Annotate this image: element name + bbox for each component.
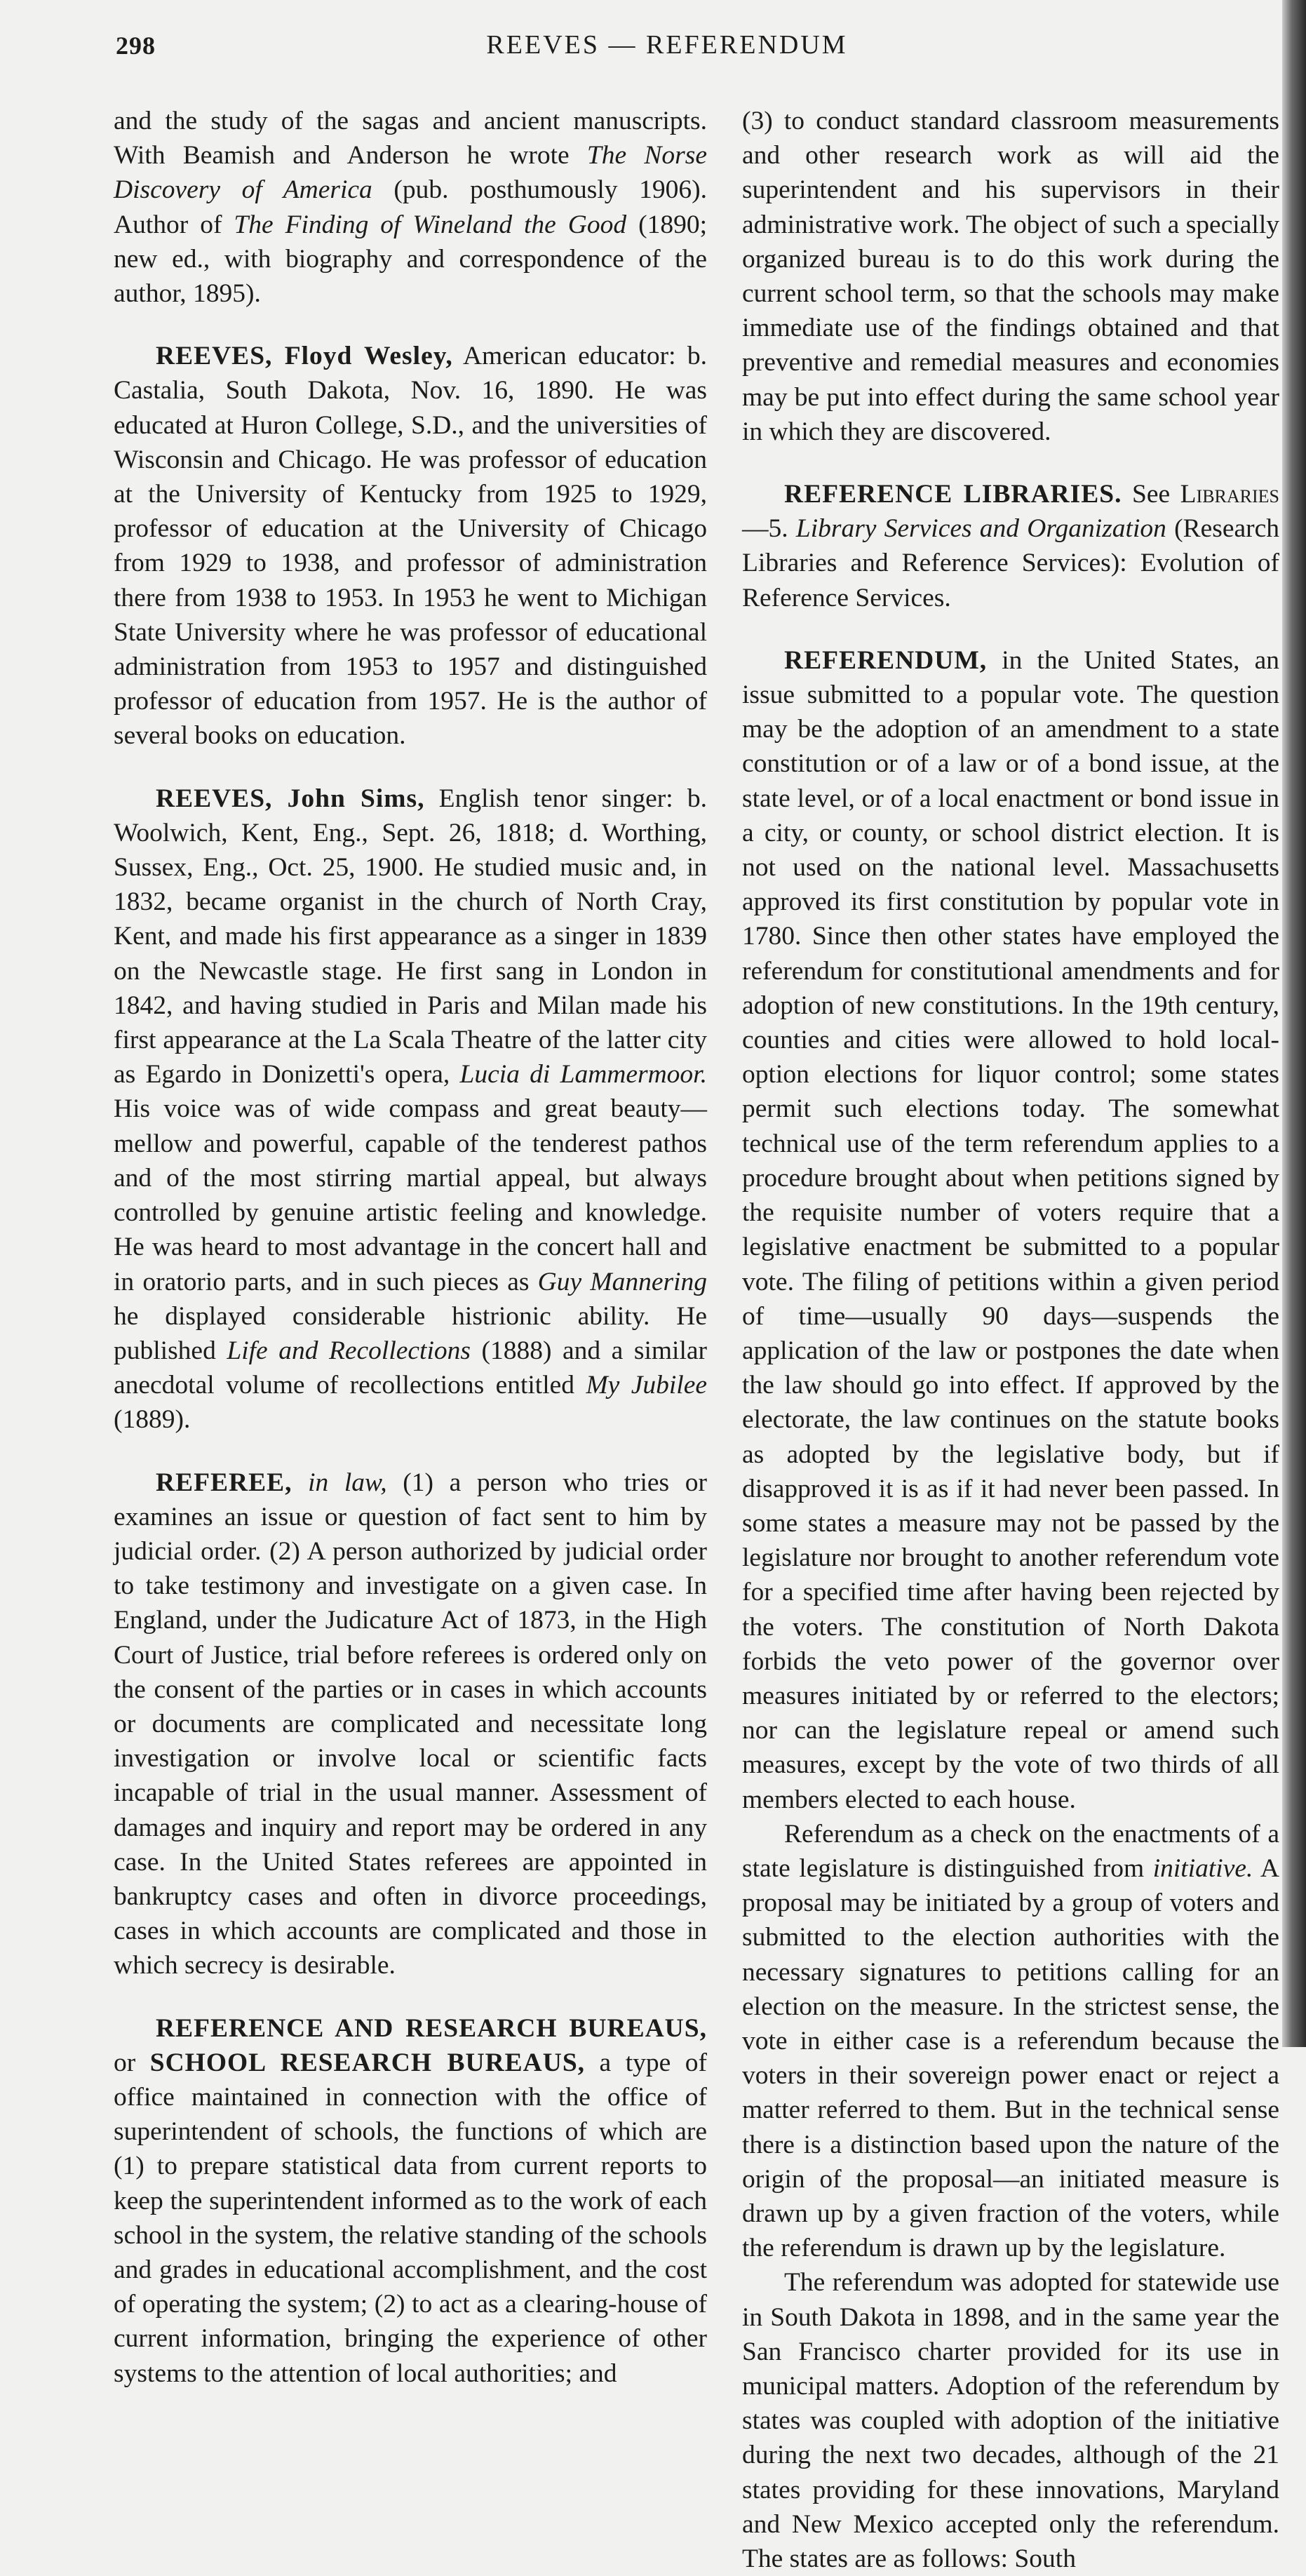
body-text: he displayed considerable histrionic ability. He published [114,1301,707,1365]
entry-headword: REFEREE, [156,1468,292,1497]
body-text: (1888) and a similar anecdotal volume of recollections entitled [114,1336,708,1400]
body-text: (3) to conduct standard classroom measurements and other research work as will aid the superintendent and his supervisors in their administrative work. The object of such a specially organized bureau is to do this work during the current school term, so that the schools may make immediate use of the findings obtained and that preventive and remedial measures and economies may be put into effect during the same school year in which they are discovered. [742,107,1279,446]
body-text: (1890; new ed., with biography and correspondence of the author, 1895). [114,210,707,309]
entry-headword: REFERENCE AND RESEARCH BUREAUS, [156,2013,707,2043]
entry-headword: REFERENDUM, [784,645,988,675]
entry-headword: REEVES, Floyd Wesley, [156,342,453,371]
body-text [292,1468,309,1497]
body-text: Referendum as a check on the enactments of a state legislature is distinguished from [742,1819,1279,1883]
body-text: The referendum was adopted for statewide use in South Dakota in 1898, and in the same year the San Francisco charter provided for its use in municipal matters. Adoption of the referendum by states was coupled with adoption of the initiative during the next two decades, although of the 21 states providing for these innovations, Maryland and New Mexico accepted only the referendum. The states are as follows: South [742,2268,1279,2574]
paragraph [114,104,707,311]
page-binding-shadow [1282,0,1306,2047]
encyclopedia-entry [114,2011,707,2391]
right-column [742,104,1279,2576]
body-text: (Research Libraries and Reference Services): Evolution of Reference Services. [742,514,1280,612]
encyclopedia-entry [742,477,1279,615]
body-text: in the United States, an issue submitted to a popular vote. The question may be the adoption of an amendment to a state constitution or of a law or of a bond issue, at the state level, or of a local enactment or bond issue in a city, or county, or school district election. It is not used on the national level. Massachusetts approved its first constitution by popular vote in 1780. Since then other states have employed the referendum for constitutional amendments and for adoption of new constitutions. In the 19th century, counties and cities were allowed to hold local-option elections for liquor control; some states permit such elections today. The somewhat technical use of the term referendum applies to a procedure brought about when petitions signed by the requisite number of voters require that a legislative enactment be submitted to a popular vote. The filing of petitions within a given period of time—usually 90 days—suspends the application of the law or postpones the date when the law should go into effect. If approved by the electorate, the law continues on the statute books as adopted by the legislative body, but if disapproved it is as if it had never been passed. In some states a measure may not be passed by the legislature nor brought to another referendum vote for a specified time after having been rejected by the voters. The constitution of North Dakota forbids the veto power of the governor over measures initiated by or referred to the electors; nor can the legislature repeal or amend such measures, except by the vote of two thirds of all members elected to each house. [742,645,1279,1814]
italic-text: Lucia di Lammermoor. [459,1060,707,1089]
body-text: A proposal may be initiated by a group of voters and submitted to the election authorities with the necessary signatures to petitions calling for an election on the measure. In the strictest sense, the vote in either case is a referendum because the voters in their sovereign power enact or reject a matter referred to them. But in the technical sense there is a distinction based upon the nature of the origin of the proposal—an initiated measure is drawn up by a given fraction of the voters, while the referendum is drawn up by the legislature. [742,1853,1279,2263]
paragraph [742,1817,1279,2266]
italic-text: in law, [308,1468,387,1497]
encyclopedia-entry [114,339,707,753]
italic-text: The Finding of Wineland the Good [234,210,627,239]
left-column [114,104,707,2391]
body-text: English tenor singer: b. Woolwich, Kent, Eng., Sept. 26, 1818; d. Worthing, Sussex, Eng., Oct. 25, 1900. He studied music and, in 1832, became organist in the church of North Cray, Kent, and made his first appearance as a singer in 1839 on the Newcastle stage. He first sang in London in 1842, and having studied in Paris and Milan made his first appearance at the La Scala Theatre of the latter city as Egardo in Donizetti's opera, [114,784,708,1089]
body-text: —5. [742,514,796,544]
italic-text: initiative. [1152,1853,1253,1883]
paragraph [742,104,1279,449]
entry-headword: REFERENCE LIBRARIES. [784,480,1122,509]
italic-text: Life and Recollections [227,1336,471,1365]
body-text: (1889). [114,1405,191,1435]
italic-text: Library Services and Organization [795,514,1166,544]
running-head: REEVES — REFERENDUM [486,30,848,60]
page-number: 298 [116,32,156,60]
encyclopedia-entry [114,781,707,1437]
cross-reference: Libraries [1180,480,1279,509]
entry-headword: REEVES, John Sims, [156,784,425,813]
entry-headword: SCHOOL RESEARCH BUREAUS, [149,2048,586,2077]
body-text: (1) a person who tries or examines an issue or question of fact sent to him by judicial order. (2) A person authorized by judicial order to take testimony and investigate on a given case. In England, under the Judicature Act of 1873, in the High Court of Justice, trial before referees is ordered only on the consent of the parties or in cases in which accounts or documents are complicated and necessitate long investigation or involve local or scientific facts incapable of trial in the usual manner. Assessment of damages and inquiry and report may be ordered in any case. In the United States referees are appointed in bankruptcy cases and often in divorce proceedings, cases in which accounts are complicated and those in which secrecy is desirable. [114,1468,707,1980]
body-text: His voice was of wide compass and great beauty—mellow and powerful, capable of the tenderest pathos and of the most stirring martial appeal, but always controlled by genuine artistic feeling and knowledge. He was heard to most advantage in the concert hall and in oratorio parts, and in such pieces as [114,1094,707,1296]
encyclopedia-entry [742,643,1279,1817]
body-text: a type of office maintained in connection with the office of superintendent of schools, the functions of which are (1) to prepare statistical data from current reports to keep the superintendent informed as to the work of each school in the system, the relative standing of the schools and grades in educational accomplishment, and the cost of operating the system; (2) to act as a clearing-house of current information, bringing the experience of other systems to the attention of local authorities; and [114,2048,707,2388]
encyclopedia-entry [114,1465,707,1983]
body-text: or [114,2048,150,2077]
body-text: American educator: b. Castalia, South Dakota, Nov. 16, 1890. He was educated at Huron College, S.D., and the universities of Wisconsin and Chicago. He was professor of education at the University of Kentucky from 1925 to 1929, professor of education at the University of Chicago from 1929 to 1938, and professor of administration there from 1938 to 1953. In 1953 he went to Michigan State University where he was professor of educational administration from 1953 to 1957 and distinguished professor of education from 1957. He is the author of several books on education. [114,342,707,751]
body-text: See [1122,480,1180,509]
body-text: (pub. posthumously 1906). Author of [114,175,708,239]
italic-text: Guy Mannering [537,1267,707,1296]
body-text: and the study of the sagas and ancient manuscripts. With Beamish and Anderson he wrote [114,107,707,170]
italic-text: The Norse Discovery of America [114,141,708,205]
italic-text: My Jubilee [586,1371,707,1400]
paragraph [742,2265,1279,2576]
